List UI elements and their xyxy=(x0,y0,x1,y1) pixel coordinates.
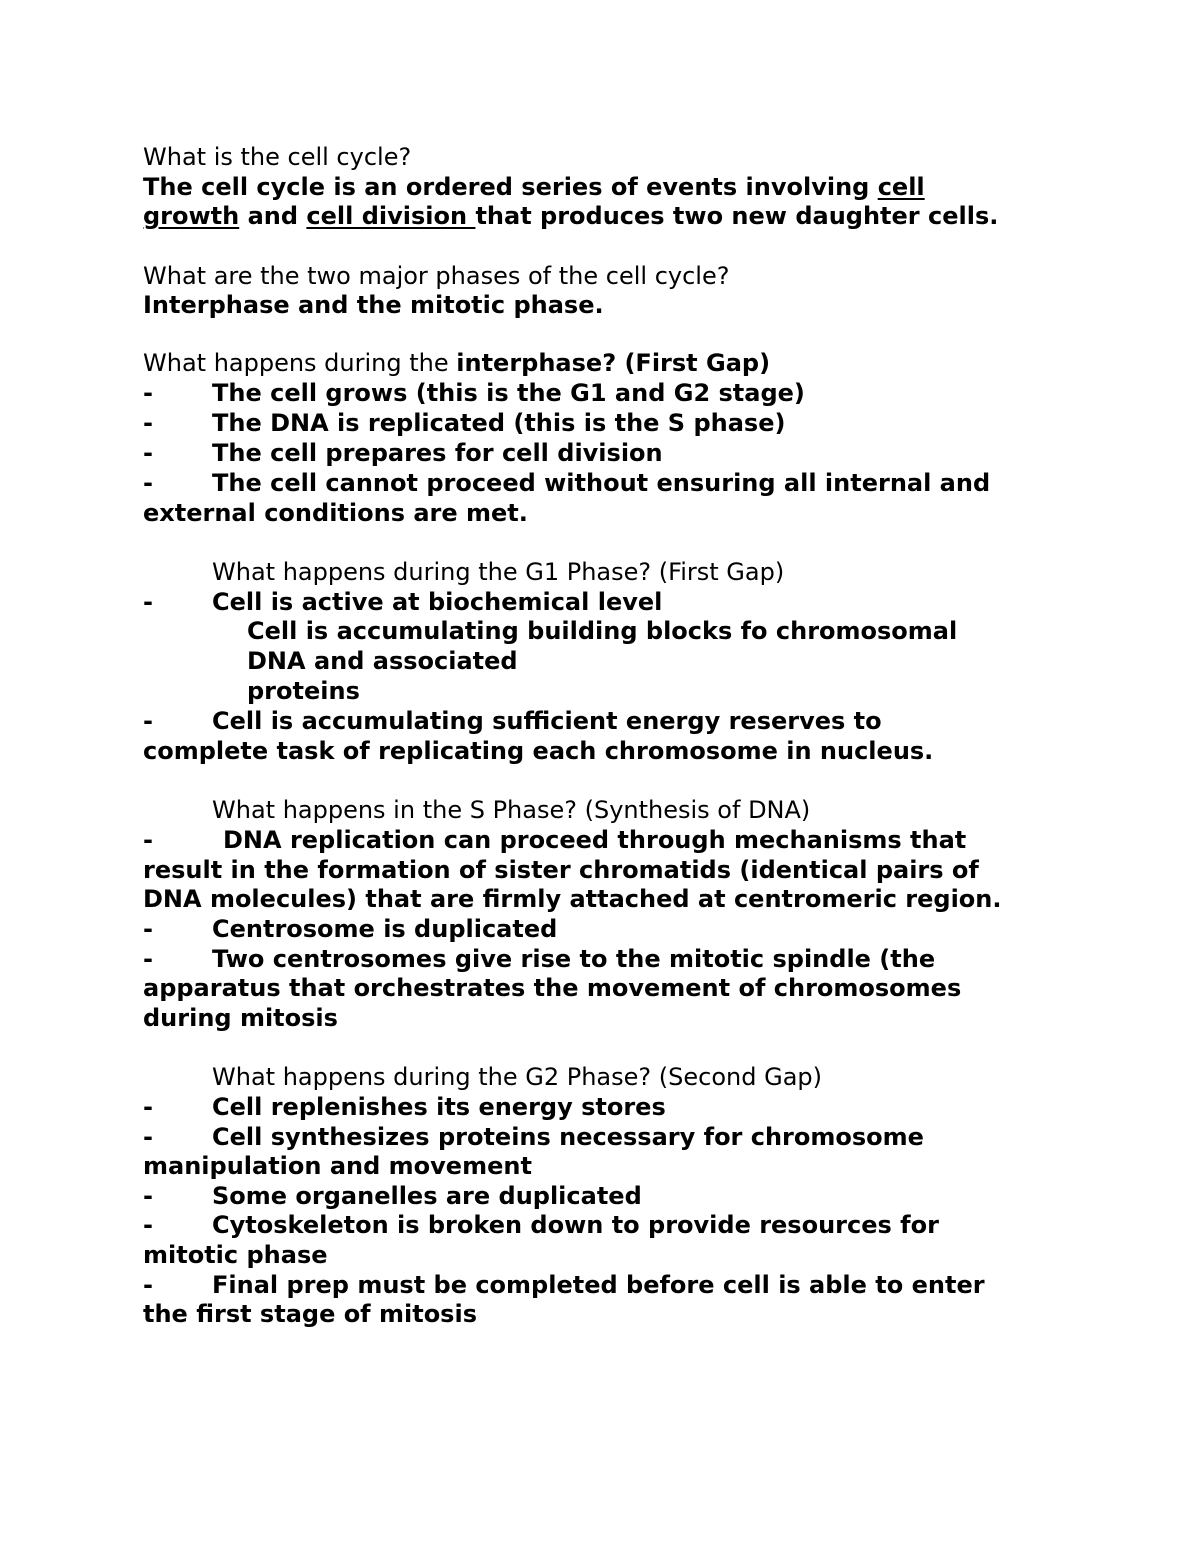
bullet-item xyxy=(143,587,1143,617)
bullet-continuation xyxy=(143,884,1001,914)
bullet-continuation xyxy=(143,1003,338,1033)
bullet-dash: - xyxy=(143,469,153,497)
bullet-text: complete task of replicating each chromosome in nucleus. xyxy=(143,737,934,765)
bullet-dash: - xyxy=(143,707,153,735)
question-major-phases xyxy=(143,261,729,291)
question-g2-phase xyxy=(212,1062,822,1092)
bullet-item xyxy=(143,438,1143,468)
bullet-item xyxy=(143,408,1143,438)
bullet-text: The cell cannot proceed without ensuring all internal and xyxy=(212,469,991,497)
answer-text: The cell cycle is an ordered series of events involving xyxy=(143,173,878,201)
question-text: What happens during the xyxy=(143,349,457,377)
bullet-text: external conditions are met. xyxy=(143,499,528,527)
bullet-dash: - xyxy=(143,826,153,854)
bullet-item xyxy=(143,378,1143,408)
bullet-item xyxy=(143,1122,1143,1152)
bullet-text: DNA replication can proceed through mechanisms that xyxy=(223,826,967,854)
bullet-text: the first stage of mitosis xyxy=(143,1300,477,1328)
bullet-dash: - xyxy=(143,379,153,407)
bullet-dash: - xyxy=(143,1271,153,1299)
bullet-text: apparatus that orchestrates the movement of chromosomes xyxy=(143,974,962,1002)
sub-bullet-line xyxy=(247,616,957,646)
bullet-dash: - xyxy=(143,1182,153,1210)
bullet-text: mitotic phase xyxy=(143,1241,328,1269)
bullet-text: proteins xyxy=(247,677,360,705)
answer-cell-cycle-line1 xyxy=(143,172,925,202)
bullet-text: Cytoskeleton is broken down to provide resources for xyxy=(212,1211,939,1239)
bullet-text: Two centrosomes give rise to the mitotic spindle (the xyxy=(212,945,936,973)
bullet-text: Some organelles are duplicated xyxy=(212,1182,642,1210)
question-bold-text: interphase? (First Gap) xyxy=(456,349,771,377)
bullet-text: Cell synthesizes proteins necessary for chromosome xyxy=(212,1123,924,1151)
bullet-text: DNA and associated xyxy=(247,647,518,675)
answer-text: and xyxy=(239,202,307,230)
answer-text: Interphase and the mitotic phase. xyxy=(143,291,604,319)
bullet-text: The cell prepares for cell division xyxy=(212,439,663,467)
bullet-text: Cell is accumulating sufficient energy reserves to xyxy=(212,707,882,735)
bullet-continuation xyxy=(143,1299,477,1329)
question-text: What are the two major phases of the cell cycle? xyxy=(143,262,730,290)
sub-bullet-line xyxy=(247,646,518,676)
sub-bullet-line xyxy=(247,676,360,706)
bullet-text: Cell is active at biochemical level xyxy=(212,588,663,616)
bullet-dash: - xyxy=(143,588,153,616)
bullet-dash: - xyxy=(143,945,153,973)
bullet-dash: - xyxy=(143,439,153,467)
bullet-text: The DNA is replicated (this is the S phase) xyxy=(212,409,786,437)
bullet-dash: - xyxy=(143,1093,153,1121)
answer-cell-cycle-line2 xyxy=(143,201,998,231)
bullet-dash: - xyxy=(143,915,153,943)
question-s-phase xyxy=(212,795,810,825)
bullet-text: Final prep must be completed before cell is able to enter xyxy=(212,1271,985,1299)
bullet-continuation xyxy=(143,1240,328,1270)
answer-major-phases xyxy=(143,290,604,320)
underlined-term-growth: growth xyxy=(143,202,240,230)
answer-text: that produces two new daughter cells. xyxy=(475,202,999,230)
underlined-term-cell-division: cell division xyxy=(306,202,476,230)
question-text: What is the cell cycle? xyxy=(143,143,412,171)
bullet-text: Centrosome is duplicated xyxy=(212,915,558,943)
bullet-item xyxy=(143,468,1143,498)
question-text: What happens during the G1 Phase? (First Gap) xyxy=(212,558,785,586)
bullet-continuation xyxy=(143,973,961,1003)
question-cell-cycle xyxy=(143,142,411,172)
question-text: What happens during the G2 Phase? (Second Gap) xyxy=(212,1063,822,1091)
bullet-text: during mitosis xyxy=(143,1004,338,1032)
question-g1-phase xyxy=(212,557,784,587)
question-interphase xyxy=(143,348,770,378)
bullet-text: DNA molecules) that are firmly attached at centromeric region. xyxy=(143,885,1002,913)
bullet-text: Cell replenishes its energy stores xyxy=(212,1093,666,1121)
bullet-text: manipulation and movement xyxy=(143,1152,532,1180)
bullet-item xyxy=(143,914,1143,944)
bullet-item xyxy=(143,1181,1143,1211)
bullet-item xyxy=(143,944,1143,974)
bullet-continuation xyxy=(143,498,528,528)
bullet-item xyxy=(143,1270,1143,1300)
bullet-text: result in the formation of sister chromatids (identical pairs of xyxy=(143,856,979,884)
bullet-continuation xyxy=(143,1151,532,1181)
bullet-dash: - xyxy=(143,409,153,437)
underlined-term-cell: cell xyxy=(877,173,925,201)
bullet-dash: - xyxy=(143,1123,153,1151)
bullet-item xyxy=(143,1210,1143,1240)
bullet-dash: - xyxy=(143,1211,153,1239)
bullet-text: The cell grows (this is the G1 and G2 stage) xyxy=(212,379,805,407)
question-text: What happens in the S Phase? (Synthesis of DNA) xyxy=(212,796,811,824)
bullet-continuation xyxy=(143,736,933,766)
bullet-text: Cell is accumulating building blocks fo chromosomal xyxy=(247,617,958,645)
bullet-item xyxy=(143,825,1143,855)
bullet-item xyxy=(143,1092,1143,1122)
bullet-item xyxy=(143,706,1143,736)
bullet-continuation xyxy=(143,855,979,885)
